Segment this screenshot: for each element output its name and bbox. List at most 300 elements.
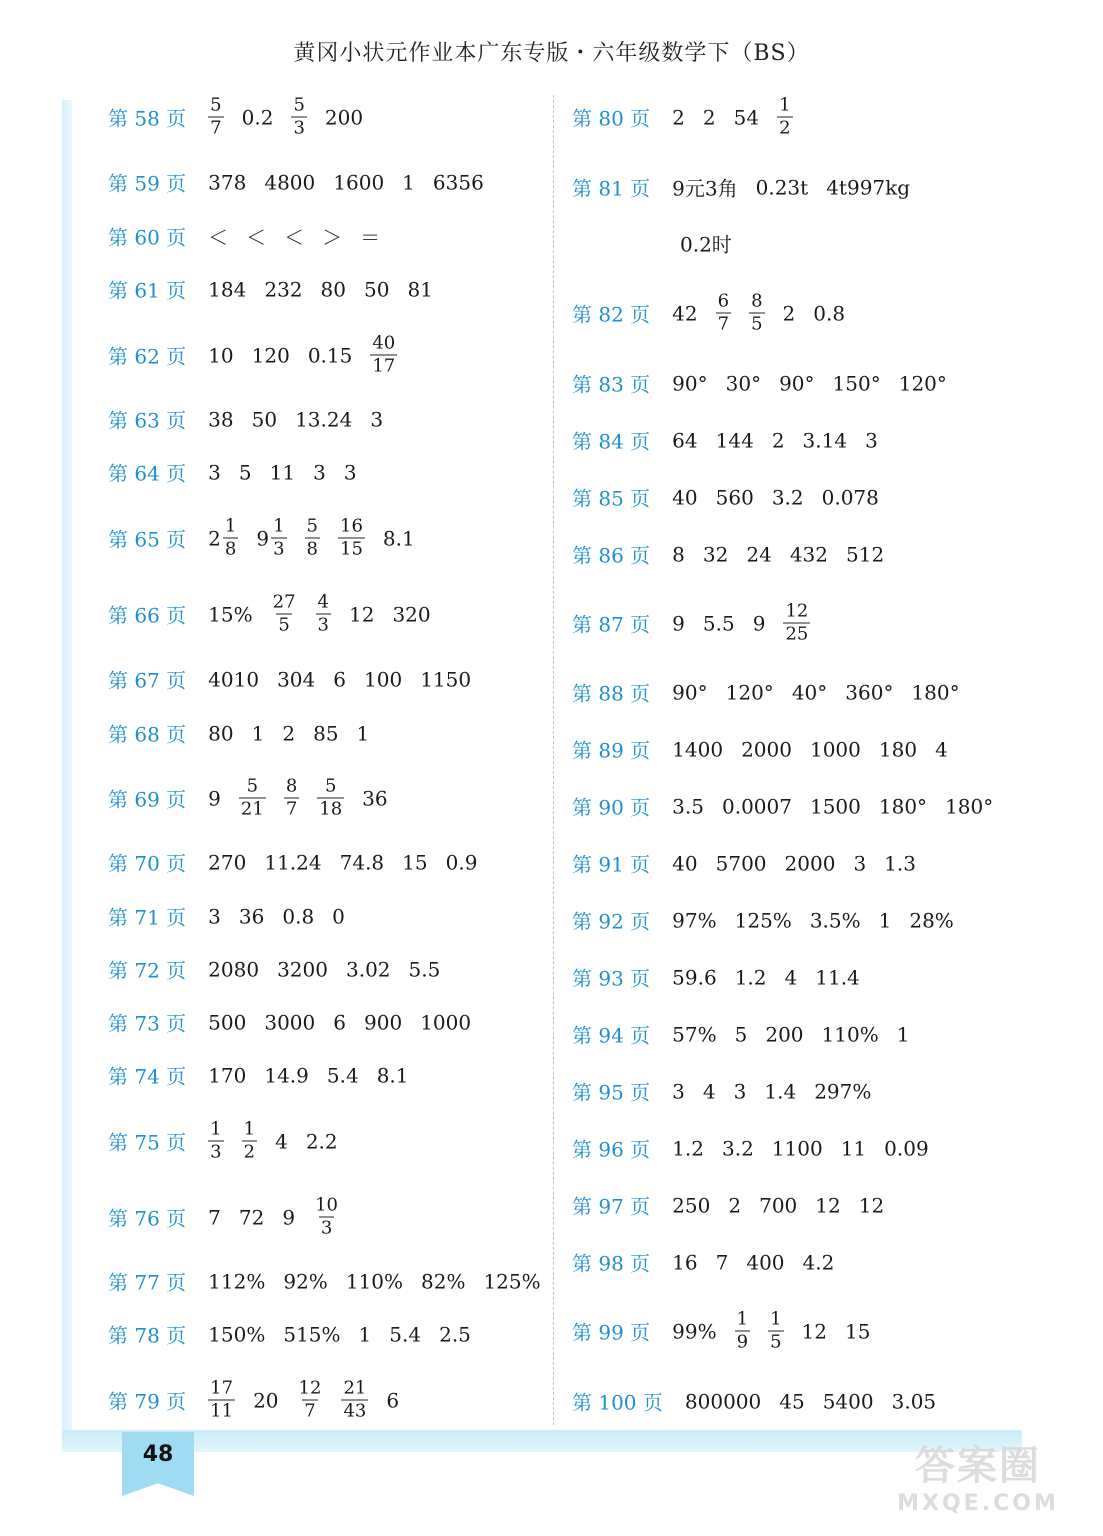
page-label: 第 96 页 [572, 1137, 651, 1162]
fraction-numerator: 12 [298, 1377, 322, 1399]
answer-value: 3.05 [891, 1389, 937, 1413]
fraction-denominator: 3 [317, 614, 329, 636]
answer-value: 4 [935, 737, 948, 761]
page-label: 第 78 页 [108, 1323, 187, 1348]
page-label: 第 61 页 [108, 278, 187, 303]
page-label: 第 88 页 [572, 681, 651, 706]
answer-value: 3 [313, 460, 326, 484]
answer-value: 11 [840, 1136, 867, 1160]
fraction [716, 290, 731, 335]
answer-value: 5.5 [702, 611, 735, 635]
page-label: 第 98 页 [572, 1251, 651, 1276]
answer-value: 4 [702, 1079, 716, 1103]
answer-value: 90° [779, 371, 815, 395]
page-label: 第 73 页 [108, 1011, 187, 1036]
answer-value: 3 [370, 407, 384, 431]
fraction [305, 515, 320, 560]
answer-values [672, 908, 954, 932]
answer-value: ＜ [246, 225, 267, 250]
fraction [317, 775, 344, 820]
answer-values [672, 173, 910, 202]
answer-values [208, 407, 383, 431]
answer-value: 1000 [809, 737, 861, 761]
page-label: 第 76 页 [108, 1206, 187, 1231]
answer-values [208, 1010, 471, 1034]
answer-values [672, 371, 947, 395]
answer-value: 7 [715, 1250, 729, 1274]
answer-value: 2 [702, 105, 716, 129]
page-label: 第 79 页 [108, 1389, 187, 1414]
page-number: 48 [142, 1442, 174, 1467]
answer-values [208, 667, 471, 691]
answer-value: ＜ [208, 225, 229, 250]
answer-value: 11.24 [264, 850, 322, 874]
answer-row [572, 600, 810, 645]
fraction [208, 94, 223, 139]
answer-value: 42 [672, 301, 698, 325]
answer-value: 800000 [684, 1389, 762, 1413]
answer-value: 2.2 [305, 1129, 338, 1153]
answer-value: 30° [725, 371, 762, 395]
page-label: 第 77 页 [108, 1270, 187, 1295]
answer-row [108, 1008, 471, 1037]
page-label: 第 80 页 [572, 106, 651, 131]
fraction-denominator: 7 [285, 798, 298, 820]
answer-row [572, 426, 878, 455]
answer-row [108, 1320, 471, 1349]
answer-value: 1.4 [764, 1079, 797, 1103]
answer-value: 99% [672, 1319, 717, 1343]
answer-values [208, 721, 369, 745]
answer-values [208, 591, 431, 636]
answer-value: 3.2 [771, 485, 804, 509]
fraction [223, 515, 238, 560]
answer-value: 110% [821, 1022, 879, 1046]
fraction-numerator: 21 [343, 1377, 367, 1399]
answer-row [108, 955, 440, 984]
answer-value: 1400 [672, 737, 724, 761]
answer-values [672, 1308, 871, 1353]
answer-values [672, 94, 792, 139]
answer-values [208, 1194, 340, 1239]
answer-values [208, 957, 440, 981]
answer-value: 3 [208, 460, 221, 484]
answer-values [208, 94, 364, 139]
fraction-numerator: 27 [272, 591, 296, 613]
answer-row [572, 173, 910, 202]
answer-value: 2 [782, 301, 796, 325]
fraction-numerator: 1 [224, 515, 237, 537]
answer-value: 8 [672, 542, 685, 566]
answer-value: 120° [898, 371, 947, 395]
answer-value: 54 [733, 105, 760, 129]
answer-row [108, 515, 415, 560]
fraction [735, 1308, 750, 1353]
answer-value: 2.5 [439, 1322, 471, 1346]
fraction [316, 591, 331, 636]
answer-row [572, 483, 879, 512]
answer-row [108, 168, 484, 197]
watermark-line2: MXQE.COM [897, 1491, 1059, 1516]
fraction [271, 515, 286, 560]
answer-continuation: 0.2时 [680, 232, 732, 257]
fraction-numerator: 1 [273, 515, 285, 537]
fraction-denominator: 8 [306, 538, 318, 560]
answer-values [672, 965, 860, 989]
fraction-denominator: 3 [320, 1217, 333, 1239]
answer-value: 270 [208, 850, 247, 874]
answer-value: 4800 [264, 170, 316, 194]
fraction-numerator: 17 [210, 1377, 234, 1399]
answer-value: 5 [238, 460, 252, 484]
answer-value: 9元3角 [672, 176, 738, 201]
page-label: 第 74 页 [108, 1064, 187, 1089]
answer-row [572, 1387, 936, 1416]
fraction [297, 1377, 324, 1422]
page-label: 第 99 页 [572, 1320, 651, 1345]
answer-value: 432 [789, 542, 828, 566]
fraction [284, 775, 299, 820]
fraction-denominator: 7 [210, 117, 222, 139]
fraction-numerator: 5 [293, 94, 305, 116]
fraction [242, 1118, 257, 1163]
page-label: 第 60 页 [108, 225, 187, 250]
answer-value: 12 [815, 1193, 841, 1217]
answer-values [208, 170, 484, 194]
page-label: 第 71 页 [108, 905, 187, 930]
answer-value: 57% [672, 1022, 717, 1046]
answer-value: 320 [392, 602, 431, 626]
mixed-whole: 2 [208, 526, 221, 550]
fraction-denominator: 2 [779, 117, 791, 139]
answer-value: 6 [333, 1010, 346, 1034]
answer-values [208, 332, 397, 377]
answer-value: 4.2 [802, 1250, 835, 1274]
answer-values [672, 542, 884, 566]
fraction [313, 1194, 340, 1239]
answer-value: 6 [333, 667, 346, 691]
fraction-denominator: 3 [293, 117, 305, 139]
answer-value: 150° [832, 371, 881, 395]
answer-row [108, 1267, 541, 1296]
answer-value: 1000 [420, 1010, 472, 1034]
answer-value: 250 [672, 1193, 711, 1217]
mixed-number [256, 515, 286, 560]
fraction-numerator: 1 [210, 1118, 222, 1140]
answer-value: 0.0007 [721, 794, 792, 818]
answer-value: 15 [402, 850, 428, 874]
answer-value: 144 [715, 428, 754, 452]
answer-row [108, 775, 388, 820]
answer-row [572, 1020, 909, 1049]
column-divider [553, 95, 554, 1425]
page-label: 第 86 页 [572, 543, 651, 568]
page-label: 第 92 页 [572, 909, 651, 934]
page-label: 第 72 页 [108, 958, 187, 983]
fraction-numerator: 1 [736, 1308, 749, 1330]
answer-row [572, 1077, 871, 1106]
fraction-denominator: 11 [210, 1400, 234, 1422]
answer-value: 1.3 [884, 851, 916, 875]
answer-value: 180° [878, 794, 928, 818]
answer-value: 12 [858, 1193, 885, 1217]
answer-value: 100 [364, 667, 403, 691]
page-label: 第 64 页 [108, 461, 187, 486]
fraction-denominator: 5 [278, 614, 290, 636]
page-label: 第 81 页 [572, 176, 651, 201]
answer-value: 4t997kg [826, 175, 911, 199]
answer-values [672, 1136, 929, 1160]
fraction [239, 775, 266, 820]
page-label: 第 69 页 [108, 787, 187, 812]
answer-value: 81 [407, 277, 433, 301]
answer-value: 297% [814, 1079, 872, 1103]
page-label: 第 59 页 [108, 171, 187, 196]
page-label: 第 70 页 [108, 851, 187, 876]
answer-row [108, 591, 431, 636]
answer-values [672, 485, 879, 509]
answer-row [572, 290, 846, 335]
answer-value: 6 [386, 1388, 400, 1412]
page-label: 第 90 页 [572, 795, 651, 820]
fraction-denominator: 3 [210, 1141, 222, 1163]
decorative-bottom-band [62, 1430, 1022, 1452]
answer-row [572, 849, 916, 878]
answer-values [208, 222, 380, 251]
fraction-denominator: 2 [243, 1141, 256, 1163]
answer-row [572, 540, 884, 569]
fraction-numerator: 8 [285, 775, 298, 797]
answer-row [572, 678, 960, 707]
answer-values [208, 1322, 471, 1346]
answer-value: 184 [208, 277, 247, 301]
page-label: 第 82 页 [572, 302, 651, 327]
answer-value: 0.2 [241, 105, 274, 129]
answer-value: 1600 [333, 170, 385, 194]
answer-value: 12 [348, 602, 375, 626]
answer-values [208, 1063, 408, 1087]
answer-value: 90° [672, 680, 708, 704]
answer-row [572, 369, 947, 398]
answer-values [208, 460, 356, 484]
page-label: 第 65 页 [108, 527, 187, 552]
answer-row [108, 665, 471, 694]
answer-value: 400 [746, 1250, 785, 1274]
answer-value: 8.1 [376, 1063, 409, 1087]
answer-values [672, 428, 878, 452]
fraction [768, 1308, 783, 1353]
page-label: 第 100 页 [572, 1390, 663, 1415]
answer-value: 3 [733, 1079, 747, 1103]
answer-values [672, 851, 916, 875]
page-label: 第 67 页 [108, 668, 187, 693]
answer-value: 3 [865, 428, 878, 452]
answer-row [572, 1191, 884, 1220]
answer-value: 125% [734, 908, 792, 932]
answer-row [108, 1061, 409, 1090]
fraction [341, 1377, 368, 1422]
page-label: 第 97 页 [572, 1194, 651, 1219]
answer-value: 13.24 [295, 407, 353, 431]
answer-value: 4 [784, 965, 798, 989]
answer-value: 2 [728, 1193, 742, 1217]
fraction-denominator: 17 [372, 355, 396, 377]
answer-value: 3 [208, 904, 221, 928]
answer-value: 4 [275, 1129, 288, 1153]
answer-value: 3.2 [721, 1136, 754, 1160]
answer-value: 2080 [208, 957, 260, 981]
answer-value: 10 [208, 343, 234, 367]
fraction-denominator: 9 [736, 1331, 749, 1353]
answer-value: ＜ [284, 225, 305, 250]
fraction-numerator: 8 [751, 290, 763, 312]
answer-value: 15% [208, 602, 253, 626]
answer-value: 16 [672, 1250, 698, 1274]
answer-value: 3.5% [809, 908, 861, 932]
answer-value: 97% [672, 908, 717, 932]
answer-value: 1 [251, 721, 265, 745]
answer-value: 28% [909, 908, 954, 932]
fraction-numerator: 10 [315, 1194, 338, 1216]
answer-value: 0.09 [884, 1136, 929, 1160]
answer-value: 120° [725, 680, 774, 704]
answer-value: 5 [734, 1022, 748, 1046]
answer-value: 515% [283, 1322, 341, 1346]
fraction-denominator: 18 [319, 798, 343, 820]
answer-values [685, 1389, 936, 1413]
answer-values [208, 277, 433, 301]
answer-value: 3 [853, 851, 867, 875]
fraction-denominator: 5 [770, 1331, 782, 1353]
answer-value: 11.4 [815, 965, 860, 989]
answer-value: 304 [277, 667, 316, 691]
fraction [777, 94, 792, 139]
answer-value: 512 [846, 542, 885, 566]
answer-value: 80 [208, 721, 234, 745]
answer-value: 64 [672, 428, 698, 452]
fraction-numerator: 12 [785, 600, 809, 622]
page-label: 第 93 页 [572, 966, 651, 991]
answer-value: 1 [878, 908, 892, 932]
page-label: 第 75 页 [108, 1130, 187, 1155]
fraction-numerator: 4 [317, 591, 329, 613]
answer-value: 120 [251, 343, 290, 367]
answer-value: 40 [672, 485, 698, 509]
answer-value: 72 [238, 1205, 265, 1229]
answer-value: 7 [208, 1205, 221, 1229]
answer-value: 15 [844, 1319, 871, 1343]
answer-value: 5.5 [408, 957, 441, 981]
answer-value: 112% [208, 1269, 266, 1293]
answer-value: 360° [845, 680, 894, 704]
answer-value: 2 [672, 105, 685, 129]
answer-values [208, 1377, 400, 1422]
answer-value: 36 [362, 786, 388, 810]
page-label: 第 91 页 [572, 852, 651, 877]
mixed-whole: 9 [256, 526, 270, 550]
answer-value: 180° [945, 794, 994, 818]
answer-values [672, 680, 959, 704]
answer-value: 1150 [420, 667, 472, 691]
answer-value: 1500 [809, 794, 861, 818]
fraction-numerator: 5 [306, 515, 318, 537]
answer-value: 1 [356, 721, 370, 745]
answer-row [572, 792, 993, 821]
answer-value: 1.2 [672, 1136, 704, 1160]
answer-value: 0.23t [755, 175, 809, 199]
answer-values [208, 904, 345, 928]
answer-value: 9 [208, 786, 221, 810]
answer-values [672, 1193, 884, 1217]
answer-value: 59.6 [672, 965, 717, 989]
answer-values [208, 1269, 540, 1293]
answer-row [108, 902, 345, 931]
answer-row [108, 458, 357, 487]
answer-values [208, 775, 388, 820]
answer-row [572, 1248, 834, 1277]
page-label: 第 62 页 [108, 344, 187, 369]
answer-value: 3 [672, 1079, 685, 1103]
answer-row [108, 1194, 340, 1239]
page-label: 第 63 页 [108, 408, 187, 433]
decorative-side-strip [62, 100, 72, 1440]
fraction-denominator: 7 [717, 313, 730, 335]
answer-value: 5.4 [389, 1322, 422, 1346]
answer-value: 2 [771, 428, 785, 452]
answer-value: 9 [672, 611, 685, 635]
answer-value: 500 [208, 1010, 247, 1034]
answer-value: 24 [746, 542, 772, 566]
answer-value: 1 [402, 170, 415, 194]
answer-value: 20 [253, 1388, 279, 1412]
answer-value: 36 [238, 904, 265, 928]
answer-value: 9 [752, 611, 766, 635]
fraction-denominator: 5 [751, 313, 763, 335]
fraction-numerator: 5 [324, 775, 337, 797]
answer-value: 232 [264, 277, 303, 301]
answer-value: 90° [672, 371, 708, 395]
answer-values [672, 1250, 834, 1274]
fraction-denominator: 15 [340, 538, 363, 560]
fraction [208, 1377, 235, 1422]
answer-value: 45 [779, 1389, 805, 1413]
answer-row [108, 405, 383, 434]
answer-value: 200 [765, 1022, 804, 1046]
answer-value: 12 [801, 1319, 827, 1343]
answer-value: 125% [483, 1269, 541, 1293]
fraction-numerator: 5 [210, 94, 222, 116]
fraction-numerator: 40 [372, 332, 396, 354]
answer-value: 14.9 [264, 1063, 309, 1087]
answer-row [108, 1377, 400, 1422]
answer-value: 560 [715, 485, 754, 509]
answer-value: 1 [896, 1022, 910, 1046]
fraction [749, 290, 764, 335]
answer-value: 11 [269, 460, 296, 484]
answer-value: 9 [282, 1205, 296, 1229]
answer-value: 85 [313, 721, 339, 745]
answer-value: 5.4 [326, 1063, 359, 1087]
fraction [208, 1118, 223, 1163]
answer-value: 3 [343, 460, 357, 484]
page-label: 第 89 页 [572, 738, 651, 763]
answer-values [672, 1022, 909, 1046]
mixed-number [208, 515, 238, 560]
page-header-title: 黄冈小状元作业本广东专版・六年级数学下（BS） [293, 41, 810, 66]
page-label: 第 87 页 [572, 612, 651, 637]
answer-value: 3.02 [345, 957, 391, 981]
fraction-denominator: 7 [304, 1400, 316, 1422]
